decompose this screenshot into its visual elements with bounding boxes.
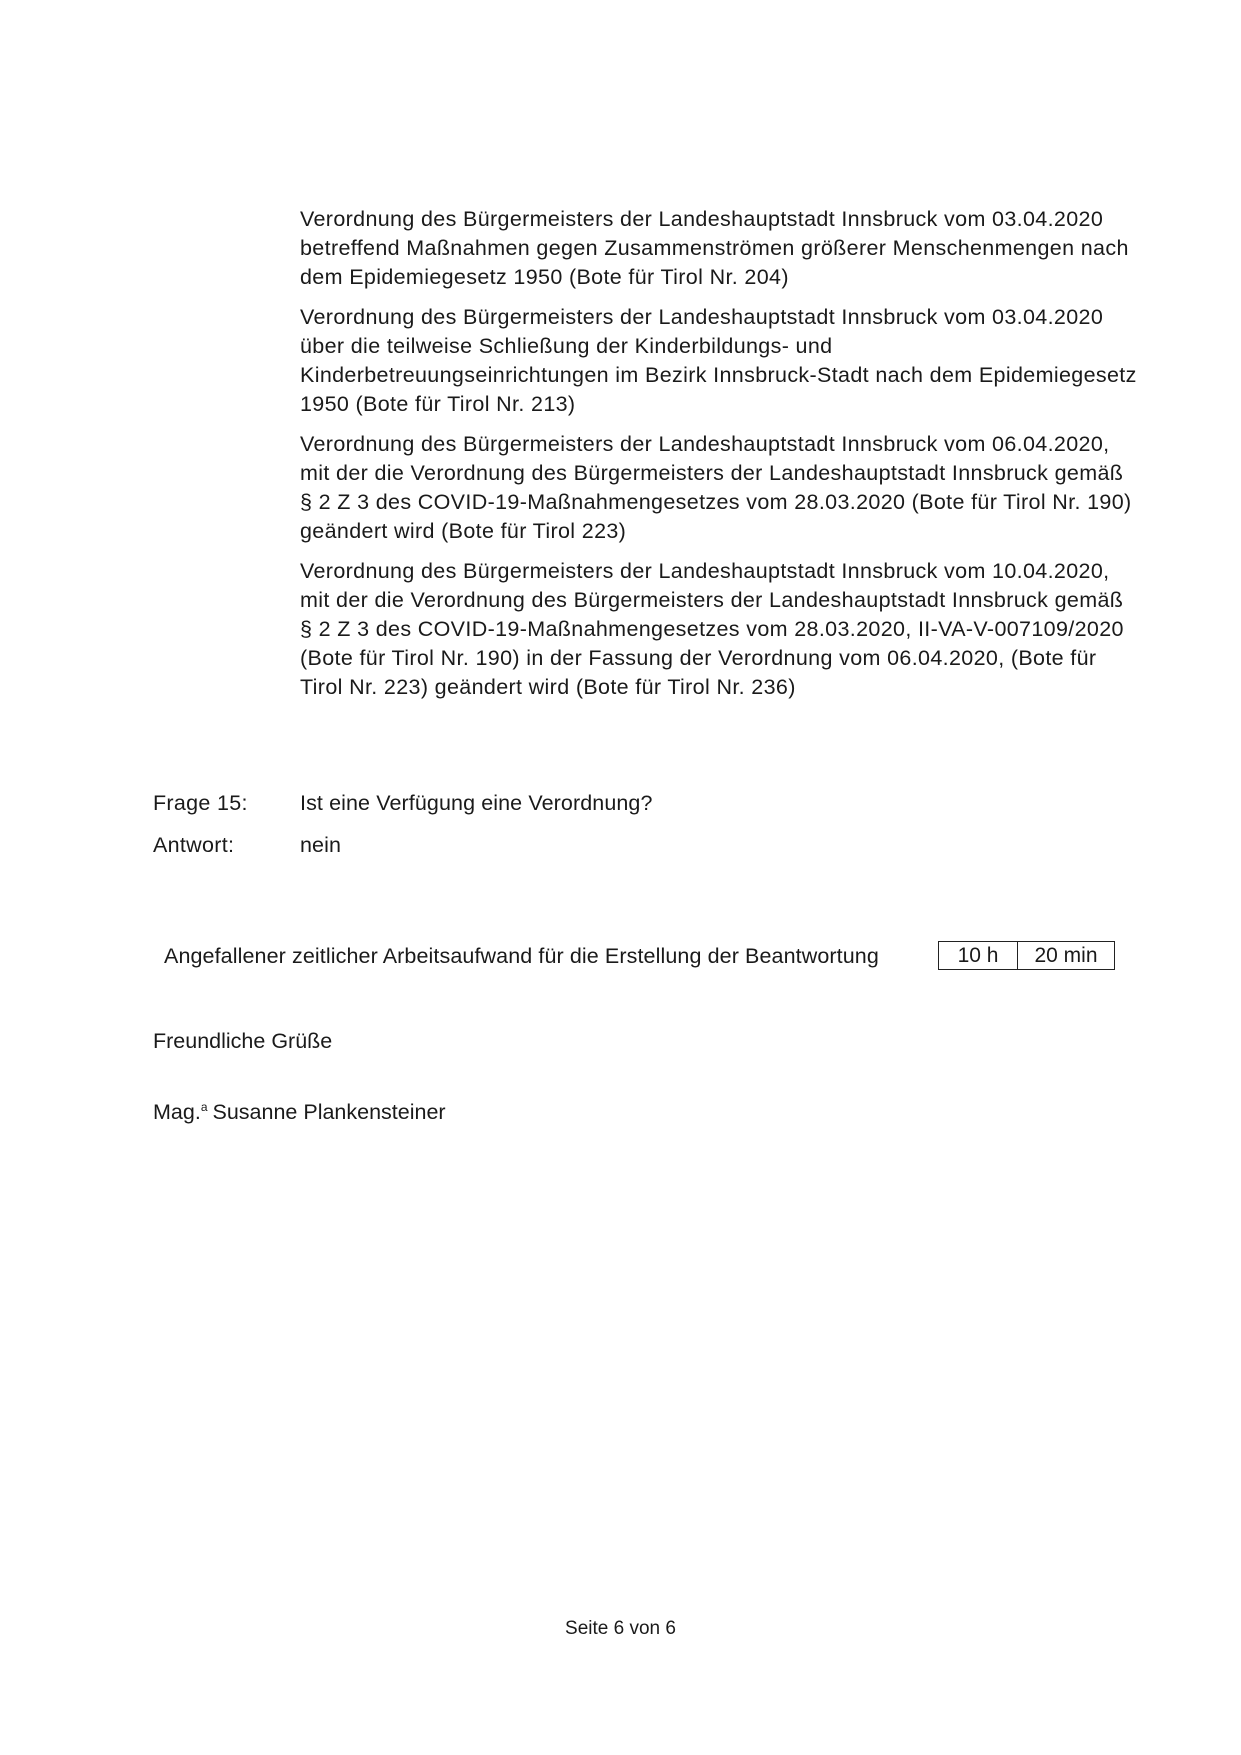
effort-row	[164, 941, 1115, 970]
effort-minutes-cell: 20 min	[1034, 944, 1098, 967]
answer-row	[153, 831, 341, 860]
question-label: Frage 15:	[153, 791, 248, 815]
question-text: Ist eine Verfügung eine Verordnung?	[300, 791, 653, 815]
signature	[153, 1098, 446, 1127]
answer-label: Antwort:	[153, 833, 235, 857]
effort-hours-cell: 10 h	[939, 942, 1018, 969]
signature-title-suffix: a	[200, 1099, 208, 1114]
closing-greeting: Freundliche Grüße	[153, 1029, 333, 1053]
effort-label: Angefallener zeitlicher Arbeitsaufwand für die Erstellung der Beantwortung	[164, 943, 879, 968]
ordinance-item: Verordnung des Bürgermeisters der Landeshauptstadt Innsbruck vom 06.04.2020, mit der die Verordnung des Bürgermeisters der Landeshauptstadt Innsbruck gemäß § 2 Z 3 des COVID-19-Maßnahmengesetzes vom 28.03.2020 (Bote für Tirol Nr. 190) geändert wird (Bote für Tirol 223)	[300, 432, 1132, 543]
ordinance-item: Verordnung des Bürgermeisters der Landeshauptstadt Innsbruck vom 10.04.2020, mit der die Verordnung des Bürgermeisters der Landeshauptstadt Innsbruck gemäß § 2 Z 3 des COVID-19-Maßnahmengesetzes vom 28.03.2020, II-VA-V-007109/2020 (Bote für Tirol Nr. 190) in der Fassung der Verordnung vom 06.04.2020, (Bote für Tirol Nr. 223) geändert wird (Bote für Tirol Nr. 236)	[300, 559, 1124, 699]
answer-text: nein	[300, 833, 342, 857]
ordinance-item: Verordnung des Bürgermeisters der Landeshauptstadt Innsbruck vom 03.04.2020 über die teilweise Schließung der Kinderbildungs- und Kinderbetreuungseinrichtungen im Bezirk Innsbruck-Stadt nach dem Epidemiegesetz 1950 (Bote für Tirol Nr. 213)	[300, 305, 1137, 416]
question-row	[153, 789, 653, 818]
effort-table	[938, 941, 1115, 970]
signature-name: Susanne Plankensteiner	[212, 1100, 446, 1124]
page-footer: Seite 6 von 6	[565, 1618, 676, 1639]
ordinance-item: Verordnung des Bürgermeisters der Landeshauptstadt Innsbruck vom 03.04.2020 betreffend Maßnahmen gegen Zusammenströmen größerer Menschenmengen nach dem Epidemiegesetz 1950 (Bote für Tirol Nr. 204)	[300, 207, 1129, 289]
signature-title: Mag.	[153, 1100, 201, 1124]
ordinance-list	[300, 205, 1140, 713]
